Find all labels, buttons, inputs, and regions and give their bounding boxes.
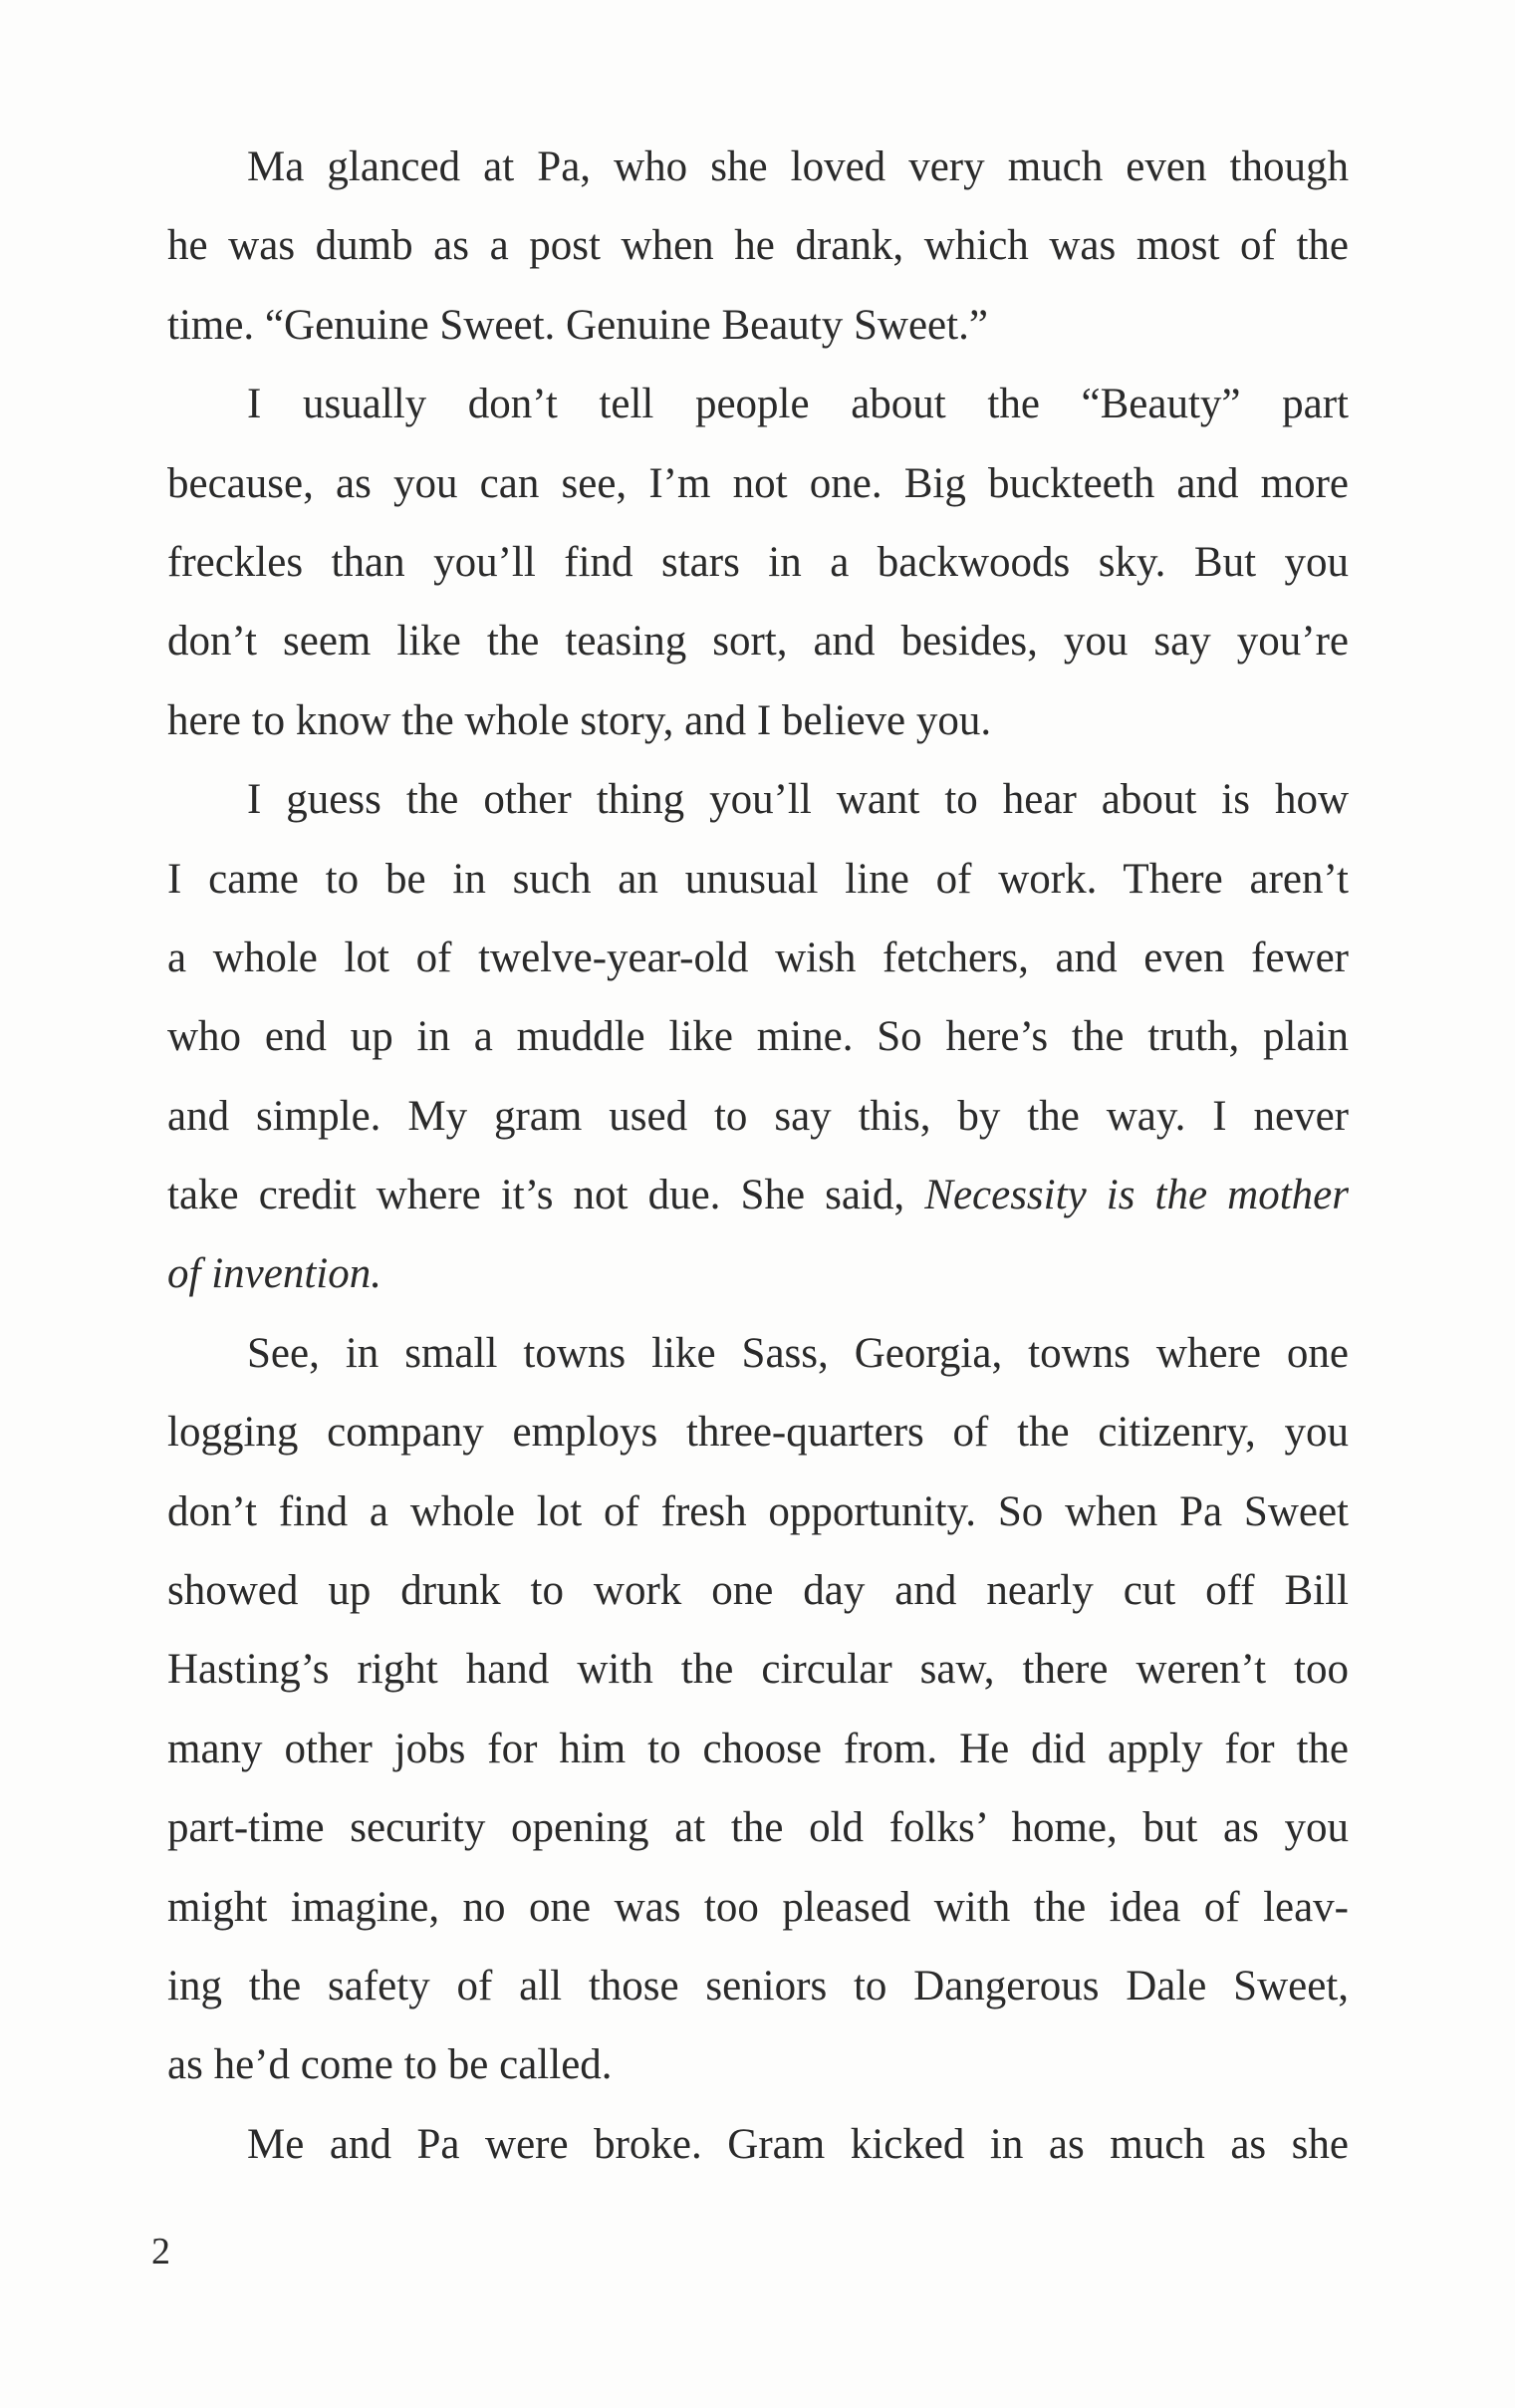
text-line-content: take credit where it’s not due. She said, xyxy=(167,1172,905,1219)
text-line-content: I usually don’t tell people about the “Beauty” part xyxy=(247,381,1349,428)
text-line-content: who end up in a muddle like mine. So here’s the truth, plain xyxy=(167,1013,1349,1061)
text-line-content: here to know the whole story, and I believe you. xyxy=(167,696,992,744)
text-line xyxy=(167,1472,1349,1551)
text-line xyxy=(167,760,1349,839)
text-line-content: many other jobs for him to choose from. He did apply for the xyxy=(167,1725,1349,1772)
text-line-content: don’t seem like the teasing sort, and besides, you say you’re xyxy=(167,618,1349,666)
text-line-content: as he’d come to be called. xyxy=(167,2041,613,2089)
text-line xyxy=(167,1868,1349,1947)
text-line xyxy=(167,1630,1349,1709)
text-line-content: logging company employs three-quarters of the citizenry, you xyxy=(167,1409,1349,1457)
text-line xyxy=(167,1314,1349,1393)
text-line xyxy=(167,1947,1349,2025)
text-line-content: time. “Genuine Sweet. Genuine Beauty Sweet.” xyxy=(167,301,988,349)
text-line xyxy=(167,681,1349,760)
text-line xyxy=(167,1788,1349,1867)
text-line-content: I came to be in such an unusual line of work. There aren’t xyxy=(167,855,1349,903)
text-line-content: Hasting’s right hand with the circular saw, there weren’t too xyxy=(167,1646,1349,1694)
text-line xyxy=(167,206,1349,285)
text-line-content: See, in small towns like Sass, Georgia, towns where one xyxy=(247,1329,1349,1377)
text-line-content: might imagine, no one was too pleased with the idea of leav- xyxy=(167,1883,1349,1931)
text-line-content: because, as you can see, I’m not one. Big buckteeth and more xyxy=(167,459,1349,507)
text-line xyxy=(167,128,1349,206)
text-line-content: part-time security opening at the old folks’ home, but as you xyxy=(167,1804,1349,1852)
text-line xyxy=(167,1393,1349,1472)
text-line xyxy=(167,840,1349,919)
text-line-content: I guess the other thing you’ll want to hear about is how xyxy=(247,776,1349,824)
text-line xyxy=(167,1551,1349,1630)
text-line-content: a whole lot of twelve-year-old wish fetchers, and even fewer xyxy=(167,934,1349,981)
italic-quote: of invention. xyxy=(167,1250,381,1298)
text-line xyxy=(167,1156,1349,1234)
text-line-content: showed up drunk to work one day and nearly cut off Bill xyxy=(167,1567,1349,1615)
text-line-content: Me and Pa were broke. Gram kicked in as much as she xyxy=(247,2120,1349,2168)
text-line xyxy=(167,1077,1349,1156)
text-line-content: freckles than you’ll find stars in a backwoods sky. But you xyxy=(167,538,1349,586)
text-line xyxy=(167,997,1349,1076)
text-line xyxy=(167,2105,1349,2184)
text-line xyxy=(167,919,1349,997)
text-line-content: ing the safety of all those seniors to Dangerous Dale Sweet, xyxy=(167,1962,1349,2009)
text-line xyxy=(167,2025,1349,2104)
text-line xyxy=(167,523,1349,602)
text-line-content: Ma glanced at Pa, who she loved very much even though xyxy=(247,143,1349,190)
text-line xyxy=(167,1710,1349,1788)
text-line-content: don’t find a whole lot of fresh opportunity. So when Pa Sweet xyxy=(167,1487,1349,1535)
text-line-content: he was dumb as a post when he drank, which was most of the xyxy=(167,222,1349,270)
text-line xyxy=(167,286,1349,365)
body-text xyxy=(167,128,1349,2184)
page-number: 2 xyxy=(151,2231,170,2273)
text-line xyxy=(167,602,1349,680)
text-line xyxy=(167,365,1349,443)
text-line-content: and simple. My gram used to say this, by the way. I never xyxy=(167,1092,1349,1140)
text-line xyxy=(167,1234,1349,1313)
italic-quote: Necessity is the mother xyxy=(924,1172,1349,1219)
text-line xyxy=(167,444,1349,523)
